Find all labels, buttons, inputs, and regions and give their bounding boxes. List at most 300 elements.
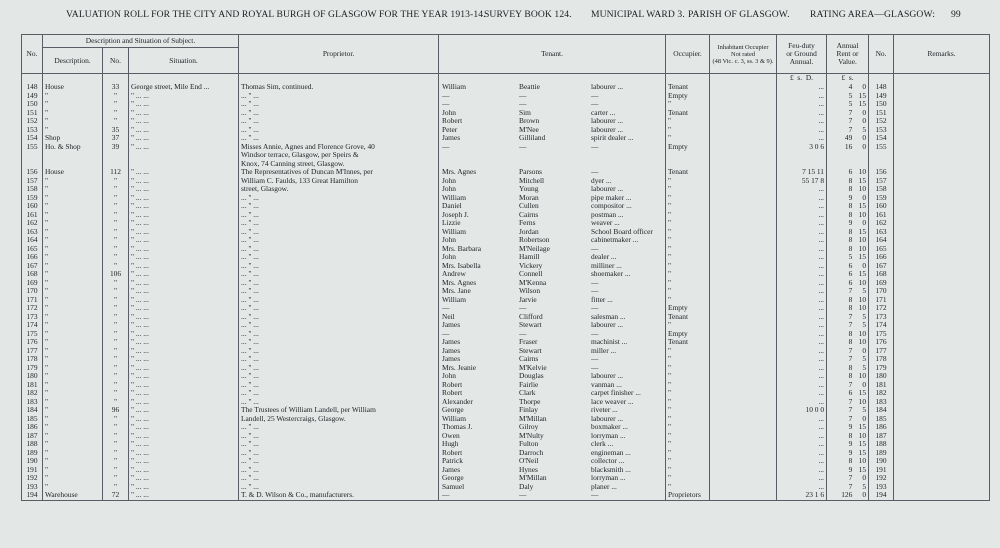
entry-remarks (894, 253, 990, 262)
tenant-surname: Clark (519, 389, 536, 397)
entry-number: 175 (22, 330, 43, 339)
table-row (22, 245, 990, 254)
entry-feu-duty: ... (777, 253, 827, 262)
rent-shillings: 0 (862, 261, 867, 270)
entry-situation: " ... ... (129, 347, 239, 356)
entry-street-number: " (103, 440, 129, 449)
entry-feu-duty: ... (777, 117, 827, 126)
entry-street-number: " (103, 381, 129, 390)
entry-number: 158 (22, 185, 43, 194)
rent-shillings: 15 (858, 465, 867, 474)
table-row (22, 92, 990, 101)
entry-street-number: " (103, 245, 129, 254)
table-row (22, 338, 990, 347)
rent-pounds: 6 (848, 389, 853, 397)
tenant-occupation: labourer ... (591, 321, 624, 329)
entry-annual-rent (827, 398, 869, 407)
entry-occupier: Tenant (666, 83, 710, 92)
tenant-occupation: — (591, 91, 599, 100)
entry-annual-rent (827, 432, 869, 441)
tenant-occupation: labourer ... (591, 414, 624, 423)
entry-number-right: 174 (869, 321, 894, 330)
rent-shillings: 0 (862, 474, 867, 482)
entry-description: " (43, 100, 103, 109)
entry-remarks (894, 372, 990, 381)
entry-tenant (439, 364, 666, 373)
entry-number-right: 158 (869, 185, 894, 194)
entry-annual-rent (827, 253, 869, 262)
tenant-occupation: fitter ... (591, 295, 613, 304)
entry-annual-rent (827, 126, 869, 135)
entry-number-right: 163 (869, 228, 894, 237)
entry-number: 185 (22, 415, 43, 424)
entry-occupier: " (666, 194, 710, 203)
entry-description: " (43, 432, 103, 441)
entry-occupier: " (666, 126, 710, 135)
entry-remarks (894, 313, 990, 322)
entry-feu-duty (777, 160, 827, 169)
entry-occupier: Tenant (666, 109, 710, 118)
entry-feu-duty: ... (777, 185, 827, 194)
rent-shillings: 0 (862, 491, 867, 499)
entry-description: " (43, 177, 103, 186)
table-row (22, 83, 990, 92)
rent-shillings: 15 (858, 448, 867, 457)
entry-situation: " ... ... (129, 406, 239, 415)
rent-pounds: 6 (848, 261, 853, 270)
entry-proprietor: ... " ... (239, 279, 439, 288)
entry-number: 164 (22, 236, 43, 245)
tenant-surname: Stewart (519, 321, 542, 329)
entry-feu-duty: ... (777, 347, 827, 356)
entry-inhabitant (710, 457, 777, 466)
tenant-occupation: — (591, 278, 599, 287)
entry-remarks (894, 330, 990, 339)
col-no-right: No. (869, 35, 894, 74)
entry-inhabitant (710, 466, 777, 475)
entry-street-number: " (103, 474, 129, 483)
entry-description: " (43, 126, 103, 135)
tenant-forename: William (442, 227, 466, 236)
entry-remarks (894, 270, 990, 279)
entry-inhabitant (710, 338, 777, 347)
tenant-occupation: — (591, 168, 599, 176)
entry-number-right: 185 (869, 415, 894, 424)
rent-shillings: 15 (858, 270, 867, 278)
survey-book: SURVEY BOOK 124. (484, 9, 572, 20)
rent-pounds: 9 (848, 423, 853, 431)
entry-description: " (43, 406, 103, 415)
rent-pounds: 8 (848, 210, 853, 219)
rent-pounds: 8 (848, 304, 853, 312)
entry-situation: " ... ... (129, 262, 239, 271)
tenant-occupation: labourer ... (591, 185, 624, 193)
entry-occupier: " (666, 415, 710, 424)
entry-street-number: 112 (103, 168, 129, 177)
entry-inhabitant (710, 100, 777, 109)
entry-proprietor: The Trustees of William Landell, per William (239, 406, 439, 415)
entry-inhabitant (710, 330, 777, 339)
entry-number: 182 (22, 389, 43, 398)
entry-number-right: 193 (869, 483, 894, 492)
entry-description: " (43, 296, 103, 305)
entry-inhabitant (710, 347, 777, 356)
entry-annual-rent (827, 202, 869, 211)
entry-number: 162 (22, 219, 43, 228)
tenant-forename: Mrs. Barbara (442, 244, 482, 253)
entry-street-number: " (103, 389, 129, 398)
rent-pounds: 7 (848, 346, 853, 355)
tenant-surname: O'Neil (519, 457, 539, 465)
entry-annual-rent (827, 296, 869, 305)
entry-annual-rent (827, 219, 869, 228)
entry-number-right: 179 (869, 364, 894, 373)
entry-street-number: " (103, 313, 129, 322)
entry-number-right: 150 (869, 100, 894, 109)
entry-number-right: 154 (869, 134, 894, 143)
entry-situation: " ... ... (129, 432, 239, 441)
entry-tenant (439, 304, 666, 313)
entry-annual-rent (827, 491, 869, 500)
entry-proprietor: ... " ... (239, 228, 439, 237)
tenant-surname: Wilson (519, 287, 541, 295)
tenant-occupation: — (591, 244, 599, 253)
entry-inhabitant (710, 381, 777, 390)
entry-number-right: 166 (869, 253, 894, 262)
entry-proprietor: ... " ... (239, 109, 439, 118)
entry-tenant (439, 143, 666, 152)
entry-occupier: " (666, 364, 710, 373)
entry-description: " (43, 194, 103, 203)
tenant-surname: Parsons (519, 168, 543, 176)
tenant-surname: Daly (519, 482, 534, 491)
entry-feu-duty: ... (777, 270, 827, 279)
entry-number-right: 183 (869, 398, 894, 407)
entry-occupier: " (666, 449, 710, 458)
entry-number-right: 186 (869, 423, 894, 432)
entry-number-right: 157 (869, 177, 894, 186)
entry-number: 149 (22, 92, 43, 101)
entry-annual-rent (827, 177, 869, 186)
tenant-occupation: postman ... (591, 210, 624, 219)
entry-number-right: 153 (869, 126, 894, 135)
tenant-occupation: weaver ... (591, 219, 620, 227)
entry-occupier: Empty (666, 92, 710, 101)
entry-tenant (439, 449, 666, 458)
entry-street-number: " (103, 194, 129, 203)
entry-description: House (43, 168, 103, 177)
entry-annual-rent (827, 330, 869, 339)
entry-number: 157 (22, 177, 43, 186)
entry-number-right: 167 (869, 262, 894, 271)
entry-inhabitant (710, 117, 777, 126)
entry-number: 174 (22, 321, 43, 330)
entry-description: " (43, 483, 103, 492)
tenant-forename: William (442, 193, 466, 202)
entry-number: 172 (22, 304, 43, 313)
entry-number: 193 (22, 483, 43, 492)
entry-situation: " ... ... (129, 245, 239, 254)
entry-annual-rent (827, 151, 869, 160)
entry-description: Ho. & Shop (43, 143, 103, 152)
table-row (22, 202, 990, 211)
tenant-forename: James (442, 338, 461, 346)
entry-occupier: " (666, 296, 710, 305)
entry-situation: " ... ... (129, 185, 239, 194)
entry-description: " (43, 287, 103, 296)
table-row (22, 117, 990, 126)
entry-inhabitant (710, 262, 777, 271)
tenant-surname: Darroch (519, 448, 544, 457)
entry-description: " (43, 228, 103, 237)
entry-street-number: " (103, 483, 129, 492)
entry-proprietor: ... " ... (239, 423, 439, 432)
entry-remarks (894, 185, 990, 194)
page-header (0, 9, 1000, 25)
entry-tenant (439, 100, 666, 109)
table-row (22, 168, 990, 177)
entry-occupier: " (666, 381, 710, 390)
entry-number (22, 151, 43, 160)
entry-feu-duty: ... (777, 296, 827, 305)
table-row (22, 457, 990, 466)
tenant-forename: Patrick (442, 457, 463, 465)
entry-description: " (43, 398, 103, 407)
entry-inhabitant (710, 423, 777, 432)
entry-feu-duty: ... (777, 313, 827, 322)
entry-annual-rent (827, 381, 869, 390)
entry-tenant (439, 168, 666, 177)
col-num: No. (103, 48, 129, 74)
entry-occupier: " (666, 432, 710, 441)
entry-occupier: Tenant (666, 168, 710, 177)
entry-annual-rent (827, 143, 869, 152)
tenant-forename: William (442, 414, 466, 423)
entry-description: " (43, 304, 103, 313)
rent-pounds: 5 (848, 91, 853, 100)
entry-annual-rent (827, 449, 869, 458)
rent-pounds: 7 (848, 125, 853, 134)
entry-proprietor: ... " ... (239, 338, 439, 347)
entry-number-right: 180 (869, 372, 894, 381)
entry-occupier: " (666, 398, 710, 407)
entry-number-right: 181 (869, 381, 894, 390)
entry-proprietor: ... " ... (239, 364, 439, 373)
entry-occupier: " (666, 100, 710, 109)
tenant-surname: Hynes (519, 465, 538, 474)
entry-situation: " ... ... (129, 100, 239, 109)
rent-shillings: 15 (858, 389, 867, 397)
entry-number-right: 173 (869, 313, 894, 322)
tenant-forename: Samuel (442, 482, 465, 491)
tenant-surname: Beattie (519, 83, 540, 91)
entry-street-number: " (103, 228, 129, 237)
rent-shillings: 5 (862, 312, 867, 321)
entry-remarks (894, 177, 990, 186)
tenant-surname: M'Kenna (519, 278, 547, 287)
entry-annual-rent (827, 415, 869, 424)
entry-street-number: " (103, 219, 129, 228)
entry-tenant (439, 313, 666, 322)
entry-situation: " ... ... (129, 228, 239, 237)
entry-proprietor: ... " ... (239, 262, 439, 271)
tenant-surname: — (519, 304, 527, 312)
entry-description: " (43, 117, 103, 126)
entry-number: 171 (22, 296, 43, 305)
rent-shillings: 10 (858, 168, 867, 176)
rent-pounds: 9 (848, 440, 853, 448)
entry-proprietor: William C. Faulds, 133 Great Hamilton (239, 177, 439, 186)
entry-inhabitant (710, 449, 777, 458)
entry-remarks (894, 109, 990, 118)
entry-description: " (43, 219, 103, 228)
tenant-occupation: School Board officer (591, 227, 653, 236)
entry-street-number: " (103, 466, 129, 475)
entry-description: " (43, 270, 103, 279)
entry-proprietor: ... " ... (239, 355, 439, 364)
entry-annual-rent (827, 262, 869, 271)
table-row (22, 474, 990, 483)
rent-pounds: 7 (848, 397, 853, 406)
tenant-forename: Mrs. Jane (442, 287, 471, 295)
entry-occupier: " (666, 355, 710, 364)
entry-number-right: 171 (869, 296, 894, 305)
entry-proprietor: ... " ... (239, 134, 439, 143)
rent-pounds: 6 (848, 270, 853, 278)
entry-remarks (894, 117, 990, 126)
tenant-surname: Jarvie (519, 295, 537, 304)
entry-number-right: 184 (869, 406, 894, 415)
entry-number: 190 (22, 457, 43, 466)
entry-remarks (894, 347, 990, 356)
entry-number-right: 187 (869, 432, 894, 441)
entry-number: 165 (22, 245, 43, 254)
entry-situation (129, 151, 239, 160)
entry-street-number: " (103, 330, 129, 339)
entry-inhabitant (710, 143, 777, 152)
tenant-forename: Mrs. Jeanie (442, 363, 477, 372)
entry-description: " (43, 415, 103, 424)
entry-remarks (894, 211, 990, 220)
tenant-forename: William (442, 83, 466, 91)
table-row (22, 270, 990, 279)
tenant-occupation: boxmaker ... (591, 423, 628, 431)
entry-occupier: " (666, 406, 710, 415)
municipal-ward: MUNICIPAL WARD 3. (591, 9, 685, 20)
entry-feu-duty: ... (777, 279, 827, 288)
tenant-forename: Hugh (442, 440, 459, 448)
entry-remarks (894, 389, 990, 398)
tenant-surname: Gilroy (519, 423, 539, 431)
entry-tenant (439, 228, 666, 237)
entry-number: 153 (22, 126, 43, 135)
entry-remarks (894, 228, 990, 237)
entry-street-number: " (103, 253, 129, 262)
entry-occupier: " (666, 466, 710, 475)
entry-street-number: 33 (103, 83, 129, 92)
entry-remarks (894, 92, 990, 101)
entry-annual-rent (827, 160, 869, 169)
entry-proprietor: ... " ... (239, 236, 439, 245)
tenant-forename: Owen (442, 431, 460, 440)
entry-tenant (439, 211, 666, 220)
entry-situation: " ... ... (129, 143, 239, 152)
entry-inhabitant (710, 245, 777, 254)
entry-number-right: 155 (869, 143, 894, 152)
col-situation: Situation. (129, 48, 239, 74)
entry-tenant (439, 372, 666, 381)
entry-proprietor: street, Glasgow. (239, 185, 439, 194)
entry-feu-duty: ... (777, 194, 827, 203)
rent-shillings: 0 (862, 380, 867, 389)
entry-tenant (439, 432, 666, 441)
entry-feu-duty: ... (777, 92, 827, 101)
entry-proprietor: ... " ... (239, 347, 439, 356)
entry-street-number: " (103, 338, 129, 347)
entry-number-right: 178 (869, 355, 894, 364)
entry-number: 189 (22, 449, 43, 458)
entry-inhabitant (710, 364, 777, 373)
entry-feu-duty: ... (777, 449, 827, 458)
tenant-occupation: labourer ... (591, 372, 624, 380)
entry-remarks (894, 134, 990, 143)
entry-feu-duty: ... (777, 245, 827, 254)
entry-number-right: 159 (869, 194, 894, 203)
tenant-occupation: carter ... (591, 108, 616, 117)
entry-description: " (43, 347, 103, 356)
entry-proprietor: ... " ... (239, 466, 439, 475)
table-row (22, 185, 990, 194)
entry-inhabitant (710, 185, 777, 194)
entry-street-number: " (103, 457, 129, 466)
entry-occupier: " (666, 474, 710, 483)
tenant-occupation: labourer ... (591, 83, 624, 91)
entry-street-number (103, 151, 129, 160)
entry-number: 163 (22, 228, 43, 237)
entry-number: 154 (22, 134, 43, 143)
table-row (22, 440, 990, 449)
entry-remarks (894, 491, 990, 500)
tenant-occupation: — (591, 491, 599, 499)
entry-tenant (439, 347, 666, 356)
entry-situation: " ... ... (129, 415, 239, 424)
entry-annual-rent (827, 347, 869, 356)
entry-annual-rent (827, 321, 869, 330)
rent-shillings: 0 (862, 83, 867, 91)
entry-situation: " ... ... (129, 287, 239, 296)
entry-street-number: " (103, 415, 129, 424)
entry-proprietor: ... " ... (239, 202, 439, 211)
entry-number: 151 (22, 109, 43, 118)
entry-number-right: 175 (869, 330, 894, 339)
tenant-occupation: — (591, 329, 599, 338)
entry-situation: " ... ... (129, 126, 239, 135)
entry-occupier: " (666, 245, 710, 254)
tenant-forename: Alexander (442, 397, 473, 406)
entry-number: 179 (22, 364, 43, 373)
rent-pounds: 7 (848, 474, 853, 482)
entry-proprietor: ... " ... (239, 474, 439, 483)
entry-number: 188 (22, 440, 43, 449)
entry-situation: " ... ... (129, 253, 239, 262)
entry-street-number: " (103, 185, 129, 194)
entry-inhabitant (710, 321, 777, 330)
entry-number-right: 176 (869, 338, 894, 347)
tenant-occupation: salesman ... (591, 312, 626, 321)
table-row (22, 134, 990, 143)
entry-number-right: 170 (869, 287, 894, 296)
rent-pounds: 5 (848, 100, 853, 108)
